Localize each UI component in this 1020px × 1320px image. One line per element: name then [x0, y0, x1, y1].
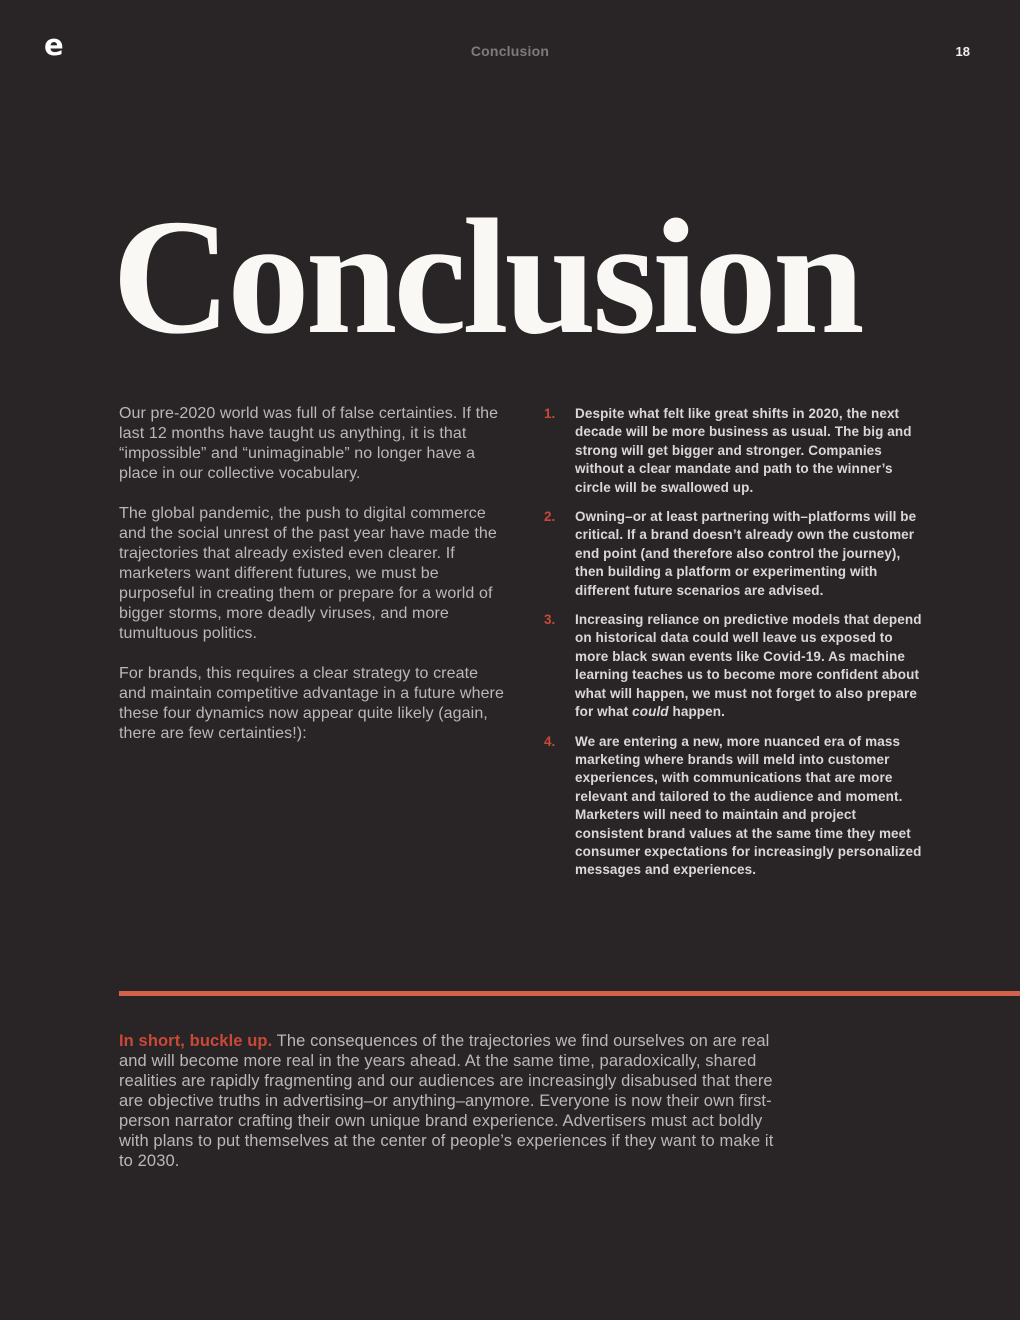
list-text-1: Despite what felt like great shifts in 2020, the next decade will be more business as usual. The big and strong will get bigger and stronger. Companies without a clear mandate and path to the winner’s circle will be swallowed up.: [575, 406, 912, 495]
list-text-3-pre: Increasing reliance on predictive models that depend on historical data could well leave us exposed to more black swan events like Covid-19. As machine learning teaches us to become more confident about what will happen, we must not forget to also prepare for what: [575, 612, 922, 720]
closing-paragraph: [119, 1031, 779, 1171]
list-number-1: 1.: [544, 406, 556, 421]
intro-paragraph-2: The global pandemic, the push to digital commerce and the social unrest of the past year have made the trajectories that already existed even clearer. If marketers want different futures, we must be purposeful in creating them or prepare for a world of bigger storms, more deadly viruses, and more tumultuous politics.: [119, 505, 497, 642]
list-text-2: Owning–or at least partnering with–platforms will be critical. If a brand doesn’t already own the customer end point (and therefore also control the journey), then building a platform or experimenting with different future scenarios are advised.: [575, 509, 917, 598]
list-number-3: 3.: [544, 612, 556, 628]
list-item-4: [544, 733, 929, 880]
closing-text: The consequences of the trajectories we find ourselves on are real and will become more real in the years ahead. At the same time, paradoxically, shared realities are rapidly fragmenting and our audiences are increasingly disabused that there are objective truths in advertising–or anything–anymore. Everyone is now their own first-person narrator crafting their own unique brand experience. Advertisers must act boldly with plans to put themselves at the center of people’s experiences if they want to make it to 2030.: [119, 1032, 774, 1170]
list-text-4: We are entering a new, more nuanced era of mass marketing where brands will meld into customer experiences, with communications that are more relevant and tailored to the audience and moment. Marketers will need to maintain and project consistent brand values at the same time they meet consumer expectations for increasingly personalized messages and experiences.: [575, 733, 922, 878]
dynamics-list: [544, 405, 929, 891]
list-number-2: 2.: [544, 509, 556, 525]
intro-column: [119, 404, 509, 744]
brand-logo: e: [44, 28, 64, 62]
list-text-3: [575, 611, 927, 721]
list-item-2: [544, 508, 929, 600]
page-title: Conclusion: [112, 185, 861, 368]
list-text-3-post: happen.: [668, 704, 725, 720]
intro-paragraph-3: For brands, this requires a clear strategy to create and maintain competitive advantage in a future where these four dynamics now appear quite likely (again, there are few certainties!):: [119, 665, 504, 742]
running-header-title: Conclusion: [470, 43, 550, 59]
page-number: 18: [955, 44, 970, 59]
intro-paragraph-1: Our pre-2020 world was full of false certainties. If the last 12 months have taught us anything, it is that “impossible” and “unimaginable” no longer have a place in our collective vocabulary.: [119, 405, 499, 482]
accent-divider: [119, 991, 1020, 996]
list-text-3-italic: could: [632, 704, 669, 720]
list-item-3: [544, 611, 929, 721]
list-number-4: 4.: [544, 733, 556, 749]
list-item-1: [544, 405, 929, 497]
closing-lead: In short, buckle up.: [119, 1032, 273, 1050]
